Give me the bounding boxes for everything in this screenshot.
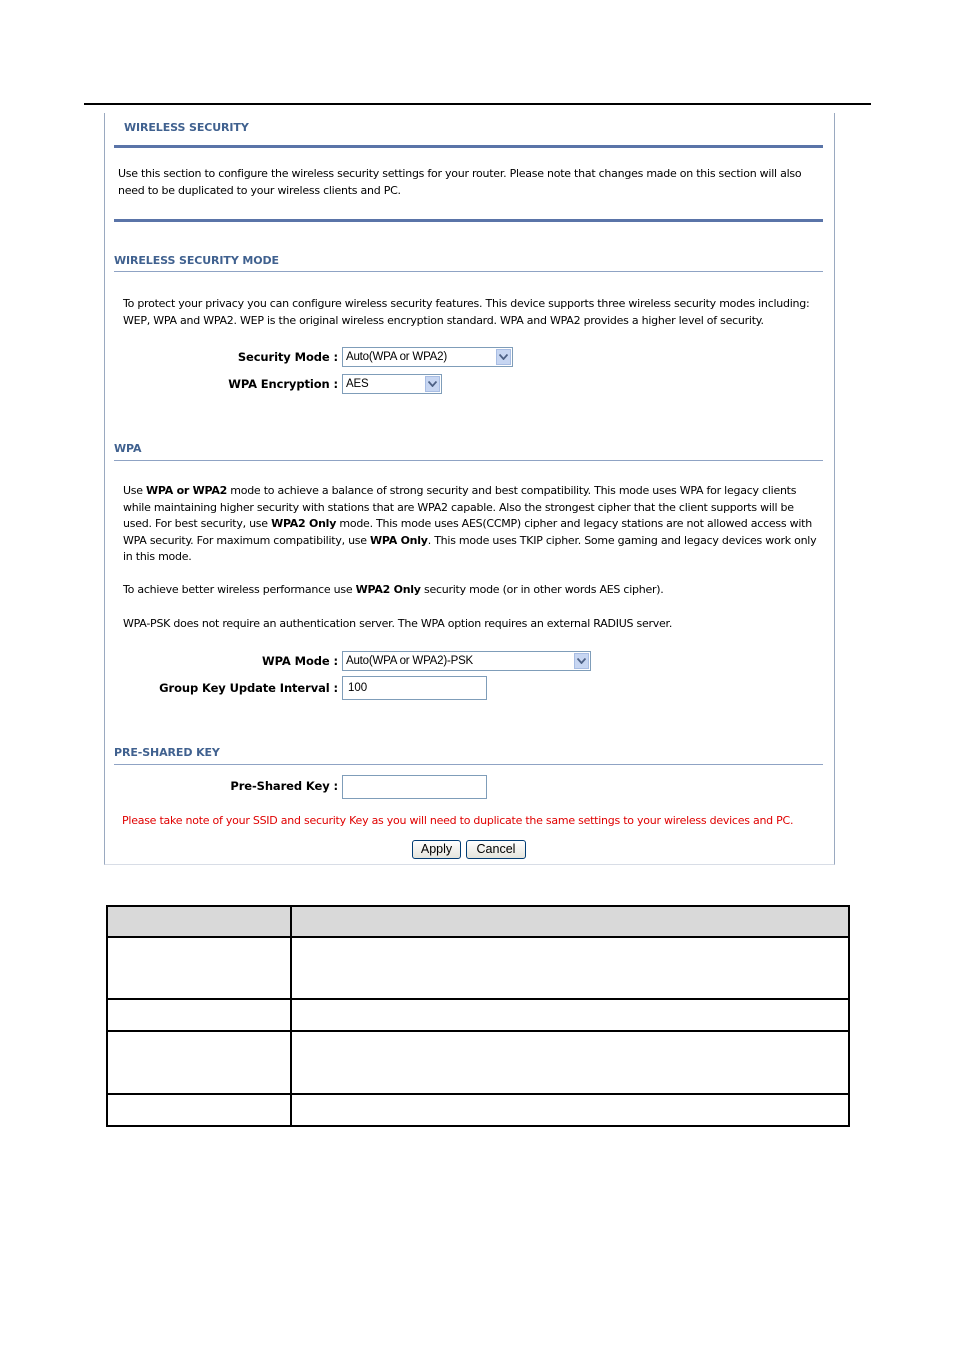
wireless-security-title: WIRELESS SECURITY (124, 121, 249, 134)
psk-warning: Please take note of your SSID and security Key as you will need to duplicate the same settings to your wireless devices and PC. (122, 814, 794, 827)
table-row (107, 937, 849, 999)
description-table (106, 905, 850, 1127)
security-mode-section-title: WIRELESS SECURITY MODE (114, 254, 279, 267)
wpa-p1-text-3: mode. This mode uses AES(CCMP) cipher and legacy stations are not allowed access with WPA security. For maximum compatibility, use (123, 517, 812, 547)
chevron-down-icon[interactable] (496, 349, 511, 365)
wpa-mode-value: Auto(WPA or WPA2)-PSK (346, 655, 474, 667)
security-mode-rule (114, 271, 823, 272)
psk-label: Pre-Shared Key : (230, 779, 338, 793)
title-rule-top (114, 145, 823, 148)
wpa-description-1 (123, 483, 817, 566)
table-header-cell (107, 906, 291, 937)
wpa-p2-bold-1: WPA2 Only (355, 583, 421, 596)
table-cell (291, 1094, 849, 1126)
table-cell (107, 999, 291, 1031)
wpa-p1-bold-1: WPA or WPA2 (146, 484, 227, 497)
wpa-mode-label: WPA Mode : (262, 654, 338, 668)
wpa-p1-text-4: . This mode uses TKIP cipher. Some gaming and legacy devices work only in this mode. (123, 533, 817, 563)
table-row (107, 1031, 849, 1094)
apply-button[interactable]: Apply (412, 840, 461, 859)
wireless-security-intro: Use this section to configure the wireless security settings for your router. Please note that changes made on this section will also need to be duplicated to your wireless clients and PC. (118, 167, 802, 197)
table-row (107, 1094, 849, 1126)
wpa-p1-text-1: Use (123, 484, 147, 497)
psk-section-title: PRE-SHARED KEY (114, 746, 220, 759)
group-key-input[interactable] (342, 676, 487, 700)
group-key-label: Group Key Update Interval : (159, 681, 338, 695)
table-header-cell (291, 906, 849, 937)
wpa-mode-select[interactable] (342, 651, 591, 671)
table-cell (107, 1094, 291, 1126)
security-mode-select[interactable] (342, 347, 513, 367)
table-cell (291, 937, 849, 999)
chevron-down-icon[interactable] (574, 653, 589, 669)
title-rule-bottom (114, 219, 823, 222)
wpa-encryption-select[interactable] (342, 374, 442, 394)
wpa-rule (114, 460, 823, 461)
chevron-down-icon[interactable] (425, 376, 440, 392)
wpa-description-3: WPA-PSK does not require an authentication server. The WPA option requires an external RADIUS server. (123, 617, 673, 630)
wpa-p2-text-2: security mode (or in other words AES cipher). (420, 583, 664, 596)
wpa-section-title: WPA (114, 442, 142, 455)
page-top-rule (84, 103, 871, 105)
wpa-encryption-value: AES (346, 378, 369, 390)
psk-rule (114, 764, 823, 765)
wpa-p1-bold-3: WPA Only (370, 533, 428, 547)
wpa-p1-text-2: mode to achieve a balance of strong security and best compatibility. This mode uses WPA for legacy clients while maintaining higher security with stations that are WPA2 capable. Also the strongest cipher that the client supports will be used. For best security, use (123, 484, 797, 530)
table-cell (291, 1031, 849, 1094)
security-mode-label: Security Mode : (237, 350, 338, 364)
wpa-encryption-label: WPA Encryption : (228, 377, 338, 391)
table-cell (107, 1031, 291, 1094)
security-mode-description: To protect your privacy you can configure wireless security features. This device supports three wireless security modes including: WEP, WPA and WPA2. WEP is the original wireless encryption standard. WPA and WPA2 provides a higher level of security. (123, 297, 810, 327)
security-mode-value: Auto(WPA or WPA2) (346, 351, 447, 363)
wpa-description-2 (123, 582, 817, 599)
wpa-p1-bold-2: WPA2 Only (271, 517, 337, 530)
table-cell (291, 999, 849, 1031)
wpa-p2-text-1: To achieve better wireless performance use (123, 583, 356, 596)
cancel-button[interactable]: Cancel (466, 840, 526, 859)
table-row (107, 999, 849, 1031)
table-cell (107, 937, 291, 999)
table-header-row (107, 906, 849, 937)
psk-input[interactable] (342, 775, 487, 799)
group-key-value: 100 (348, 682, 368, 694)
